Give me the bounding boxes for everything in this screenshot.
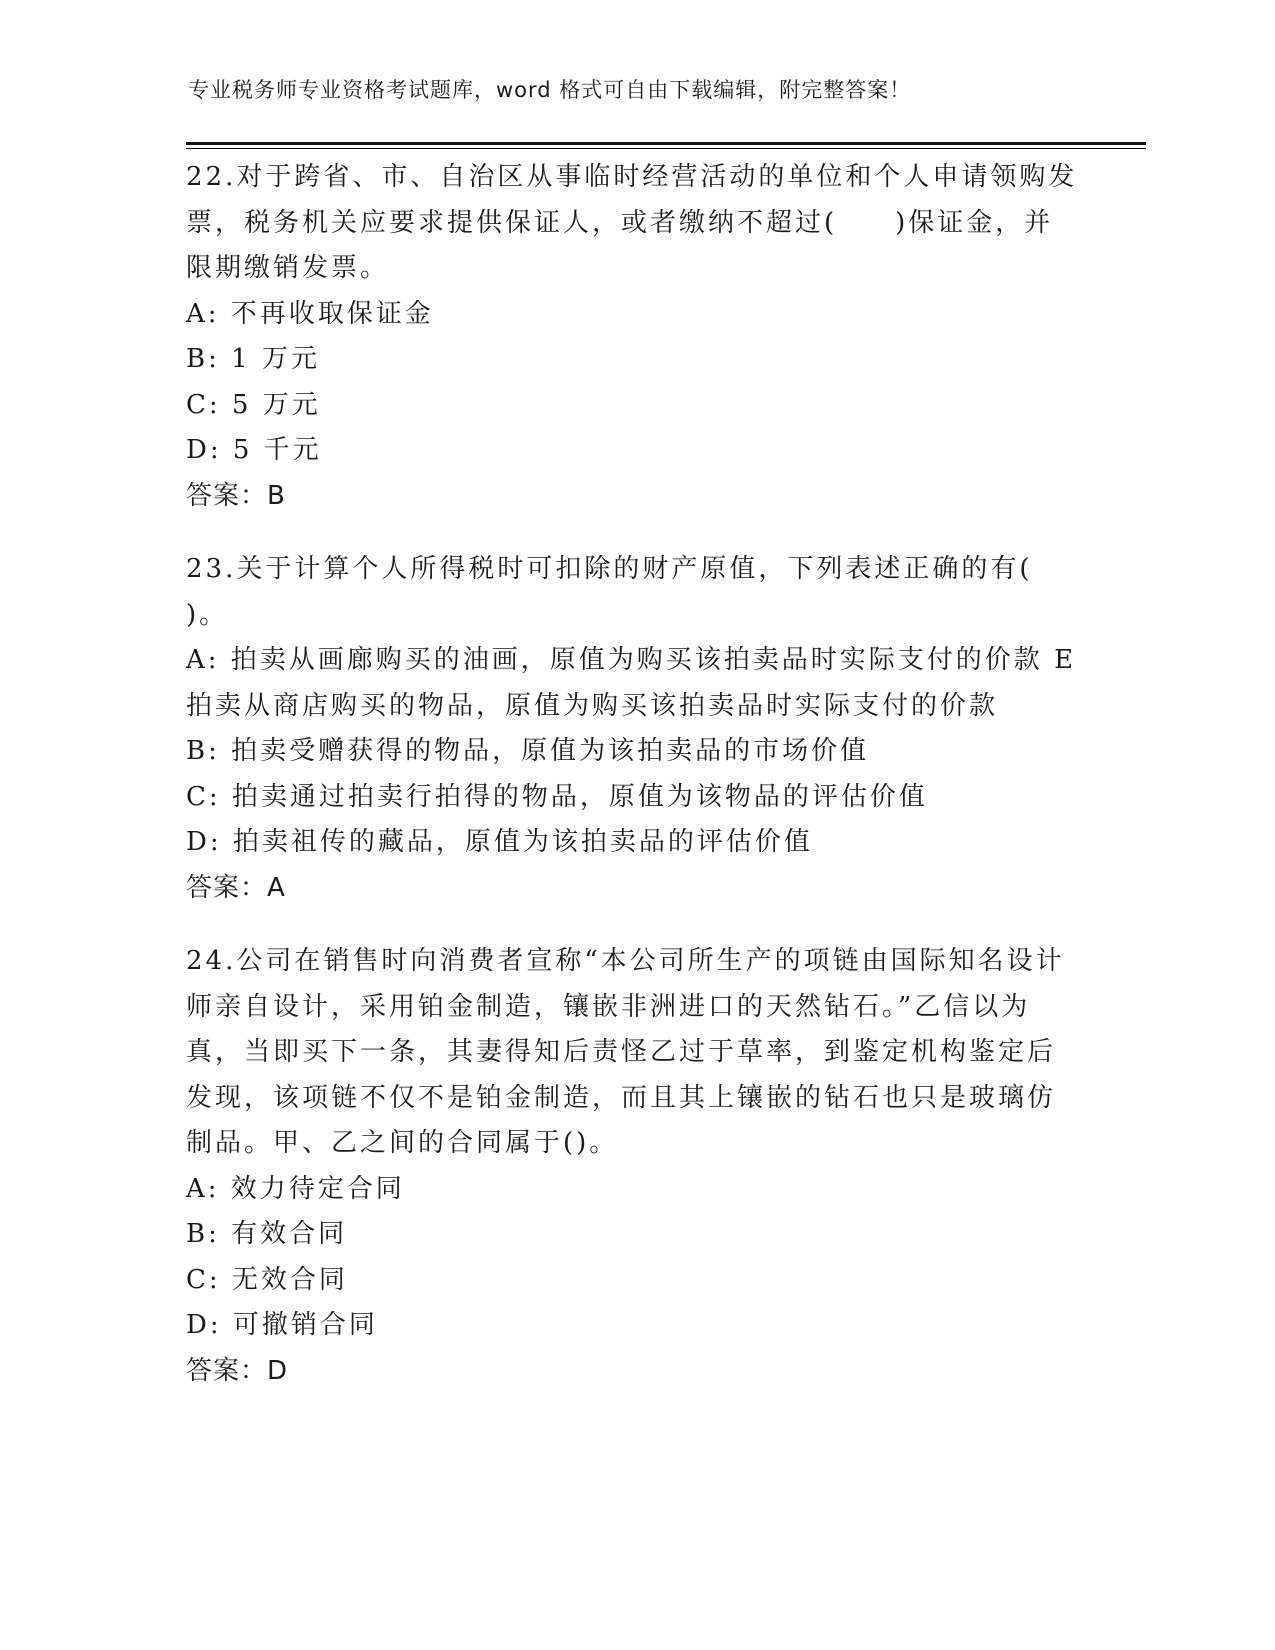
question-stem-line: 制品。甲、乙之间的合同属于()。 (186, 1128, 619, 1158)
question-23 (186, 547, 1086, 911)
option-d: D: 拍卖祖传的藏品，原值为该拍卖品的评估价值 (186, 827, 813, 857)
option-d: D: 5 千元 (186, 435, 322, 465)
question-24 (186, 939, 1086, 1394)
option-a: A: 效力待定合同 (186, 1173, 405, 1204)
question-stem-line: 票，税务机关应要求提供保证人，或者缴纳不超过( )保证金，并 (186, 207, 1054, 238)
question-stem-line: 真，当即买下一条，其妻得知后责怪乙过于草率，到鉴定机构鉴定后 (186, 1037, 1057, 1067)
question-22 (186, 155, 1086, 519)
option-c: C: 拍卖通过拍卖行拍得的物品，原值为该物品的评估价值 (186, 781, 928, 812)
option-b: B: 拍卖受赠获得的物品，原值为该拍卖品的市场价值 (186, 736, 870, 766)
option-c: C: 无效合同 (186, 1264, 348, 1295)
option-b: B: 有效合同 (186, 1219, 348, 1249)
question-stem-line: 24.公司在销售时向消费者宣称“本公司所生产的项链由国际知名设计 (186, 946, 1065, 976)
option-a: A: 拍卖从画廊购买的油画，原值为购买该拍卖品时实际支付的价款 E (186, 645, 1077, 675)
option-a: A: 不再收取保证金 (186, 298, 434, 329)
header-rule-thick (186, 142, 1146, 145)
answer-line: 答案：B (186, 480, 286, 511)
answer-line: 答案：D (186, 1355, 289, 1386)
question-stem-line: 发现，该项链不仅不是铂金制造，而且其上镶嵌的钻石也只是玻璃仿 (186, 1082, 1057, 1113)
question-stem-line: 22.对于跨省、市、自治区从事临时经营活动的单位和个人申请领购发 (186, 162, 1078, 192)
question-stem-line: 限期缴销发票。 (186, 253, 390, 283)
option-d: D: 可撤销合同 (186, 1310, 378, 1340)
answer-line: 答案：A (186, 872, 286, 903)
option-a-continued: 拍卖从商店购买的物品，原值为购买该拍卖品时实际支付的价款 (186, 690, 999, 721)
option-b: B: 1 万元 (186, 344, 320, 374)
page-header: 专业税务师专业资格考试题库，word 格式可自由下载编辑，附完整答案！ (188, 78, 912, 102)
option-c: C: 5 万元 (186, 389, 321, 420)
question-stem-line: 23.关于计算个人所得税时可扣除的财产原值，下列表述正确的有( (186, 554, 1033, 584)
question-list (186, 155, 1086, 1422)
header-rule-thin (186, 148, 1146, 149)
question-stem-line: 师亲自设计，采用铂金制造，镶嵌非洲进口的天然钻石。”乙信以为 (186, 991, 1031, 1022)
question-stem-line: )。 (186, 599, 229, 630)
